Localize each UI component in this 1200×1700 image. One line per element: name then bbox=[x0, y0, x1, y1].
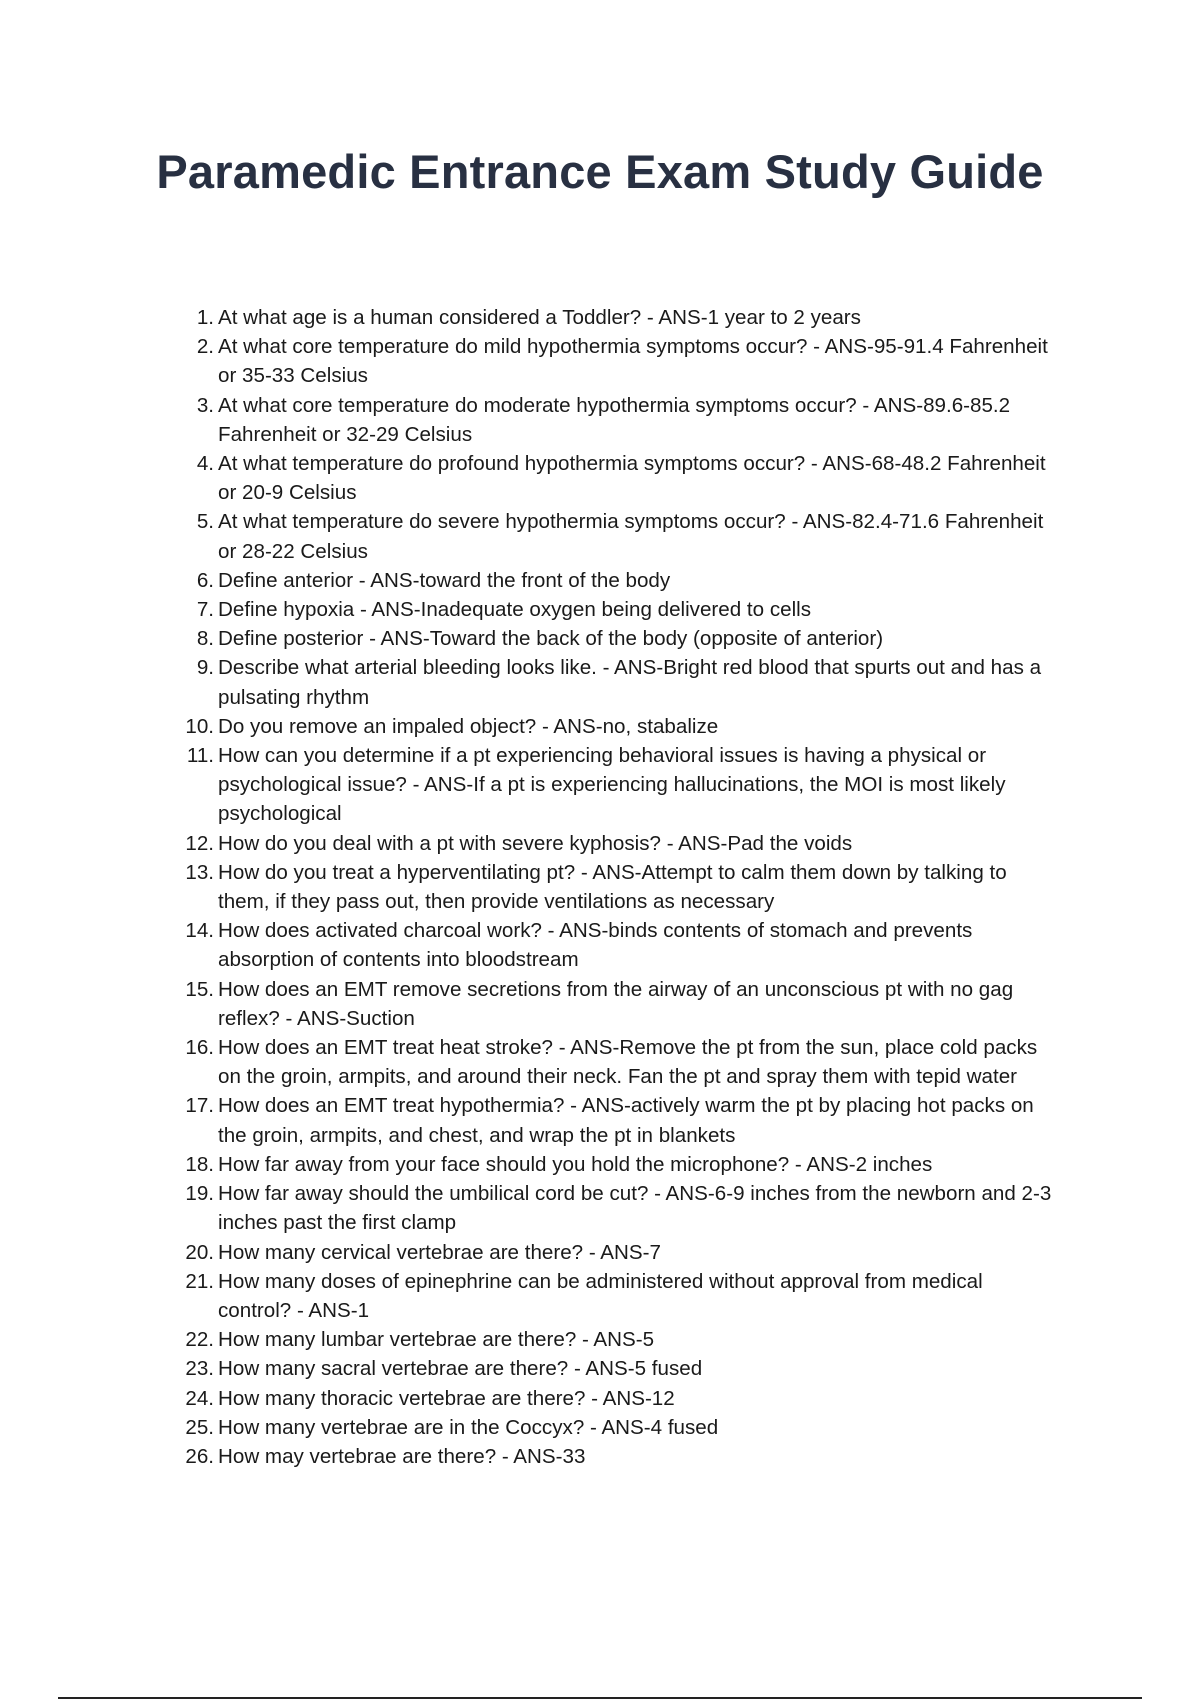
item-number: 7. bbox=[196, 598, 214, 622]
list-item bbox=[180, 1442, 1060, 1471]
list-item bbox=[180, 595, 1060, 624]
list-item bbox=[180, 858, 1060, 916]
list-item bbox=[180, 1325, 1060, 1354]
item-number: 26. bbox=[185, 1444, 214, 1468]
item-number: 19. bbox=[185, 1182, 214, 1206]
item-text: At what age is a human considered a Toddler? - ANS-1 year to 2 years bbox=[218, 306, 861, 329]
item-text: At what temperature do severe hypothermia symptoms occur? - ANS-82.4-71.6 Fahrenheit or 28-22 Celsius bbox=[218, 510, 1044, 563]
item-number: 24. bbox=[185, 1386, 214, 1410]
list-item bbox=[180, 507, 1060, 565]
item-text: At what core temperature do mild hypothermia symptoms occur? - ANS-95-91.4 Fahrenheit or 35-33 Celsius bbox=[218, 335, 1048, 388]
item-number: 3. bbox=[196, 393, 214, 417]
item-text: At what temperature do profound hypothermia symptoms occur? - ANS-68-48.2 Fahrenheit or 20-9 Celsius bbox=[218, 452, 1046, 505]
list-item bbox=[180, 1238, 1060, 1267]
item-text: At what core temperature do moderate hypothermia symptoms occur? - ANS-89.6-85.2 Fahrenheit or 32-29 Celsius bbox=[218, 393, 1011, 446]
item-text: How do you treat a hyperventilating pt? - ANS-Attempt to calm them down by talking to them, if they pass out, then provide ventilations as necessary bbox=[218, 860, 1007, 914]
item-text: How many lumbar vertebrae are there? - ANS-5 bbox=[218, 1328, 655, 1352]
item-number: 16. bbox=[185, 1036, 214, 1060]
item-text: How far away should the umbilical cord be cut? - ANS-6-9 inches from the newborn and 2-3 inches past the first clamp bbox=[218, 1182, 1052, 1235]
item-text: How do you deal with a pt with severe kyphosis? - ANS-Pad the voids bbox=[218, 831, 853, 855]
item-text: Define posterior - ANS-Toward the back of the body (opposite of anterior) bbox=[218, 627, 884, 651]
question-answer-list bbox=[180, 303, 1060, 1471]
item-text: How does an EMT remove secretions from the airway of an unconscious pt with no gag reflex? - ANS-Suction bbox=[218, 977, 1014, 1030]
footer-divider bbox=[58, 1697, 1142, 1699]
item-number: 18. bbox=[185, 1152, 214, 1176]
item-number: 22. bbox=[185, 1328, 214, 1352]
item-number: 9. bbox=[196, 656, 214, 680]
item-number: 2. bbox=[196, 335, 214, 359]
list-item bbox=[180, 1033, 1060, 1091]
list-item bbox=[180, 1267, 1060, 1325]
item-number: 8. bbox=[196, 627, 214, 651]
item-number: 6. bbox=[196, 568, 214, 592]
item-text: Do you remove an impaled object? - ANS-no, stabalize bbox=[218, 714, 719, 738]
item-text: How can you determine if a pt experiencing behavioral issues is having a physical or psychological issue? - ANS-If a pt is experiencing hallucinations, the MOI is most likely psychological bbox=[218, 744, 1006, 826]
item-text: How does an EMT treat heat stroke? - ANS-Remove the pt from the sun, place cold packs on the groin, armpits, and around their neck. Fan the pt and spray them with tepid water bbox=[218, 1036, 1038, 1089]
item-number: 4. bbox=[196, 452, 214, 476]
item-text: How may vertebrae are there? - ANS-33 bbox=[218, 1444, 586, 1468]
item-text: Describe what arterial bleeding looks like. - ANS-Bright red blood that spurts out and has a pulsating rhythm bbox=[218, 656, 1042, 709]
item-number: 5. bbox=[196, 510, 214, 534]
item-text: How many doses of epinephrine can be administered without approval from medical control? - ANS-1 bbox=[218, 1269, 983, 1322]
item-number: 15. bbox=[185, 977, 214, 1001]
list-item bbox=[180, 1384, 1060, 1413]
list-item bbox=[180, 1413, 1060, 1442]
list-item bbox=[180, 303, 1060, 332]
item-number: 1. bbox=[196, 306, 214, 329]
list-item bbox=[180, 1354, 1060, 1383]
list-item bbox=[180, 916, 1060, 974]
list-item bbox=[180, 741, 1060, 829]
item-number: 12. bbox=[185, 831, 214, 855]
item-text: How many cervical vertebrae are there? - ANS-7 bbox=[218, 1240, 661, 1264]
item-text: Define anterior - ANS-toward the front of the body bbox=[218, 568, 671, 592]
list-item bbox=[180, 391, 1060, 449]
item-number: 14. bbox=[185, 919, 214, 943]
item-number: 10. bbox=[185, 714, 214, 738]
list-item bbox=[180, 449, 1060, 507]
list-item bbox=[180, 624, 1060, 653]
item-text: How many vertebrae are in the Coccyx? - ANS-4 fused bbox=[218, 1415, 719, 1439]
list-item bbox=[180, 566, 1060, 595]
list-item bbox=[180, 829, 1060, 858]
list-item bbox=[180, 1150, 1060, 1179]
item-text: How many sacral vertebrae are there? - ANS-5 fused bbox=[218, 1357, 703, 1381]
list-item bbox=[180, 975, 1060, 1033]
list-item bbox=[180, 653, 1060, 711]
list-item bbox=[180, 712, 1060, 741]
item-number: 17. bbox=[185, 1094, 214, 1118]
item-text: Define hypoxia - ANS-Inadequate oxygen being delivered to cells bbox=[218, 598, 812, 622]
item-text: How does activated charcoal work? - ANS-binds contents of stomach and prevents absorption of contents into bloodstream bbox=[218, 919, 973, 972]
item-number: 11. bbox=[186, 744, 214, 768]
item-number: 21. bbox=[185, 1269, 214, 1293]
item-number: 13. bbox=[185, 860, 214, 884]
list-item bbox=[180, 1091, 1060, 1149]
item-number: 20. bbox=[185, 1240, 214, 1264]
item-text: How far away from your face should you hold the microphone? - ANS-2 inches bbox=[218, 1152, 933, 1176]
item-text: How many thoracic vertebrae are there? - ANS-12 bbox=[218, 1386, 675, 1410]
list-item bbox=[180, 332, 1060, 390]
item-number: 25. bbox=[185, 1415, 214, 1439]
list-item bbox=[180, 1179, 1060, 1237]
item-text: How does an EMT treat hypothermia? - ANS-actively warm the pt by placing hot packs on the groin, armpits, and chest, and wrap the pt in blankets bbox=[218, 1094, 1034, 1147]
page-title: Paramedic Entrance Exam Study Guide bbox=[156, 145, 1044, 198]
item-number: 23. bbox=[185, 1357, 214, 1381]
